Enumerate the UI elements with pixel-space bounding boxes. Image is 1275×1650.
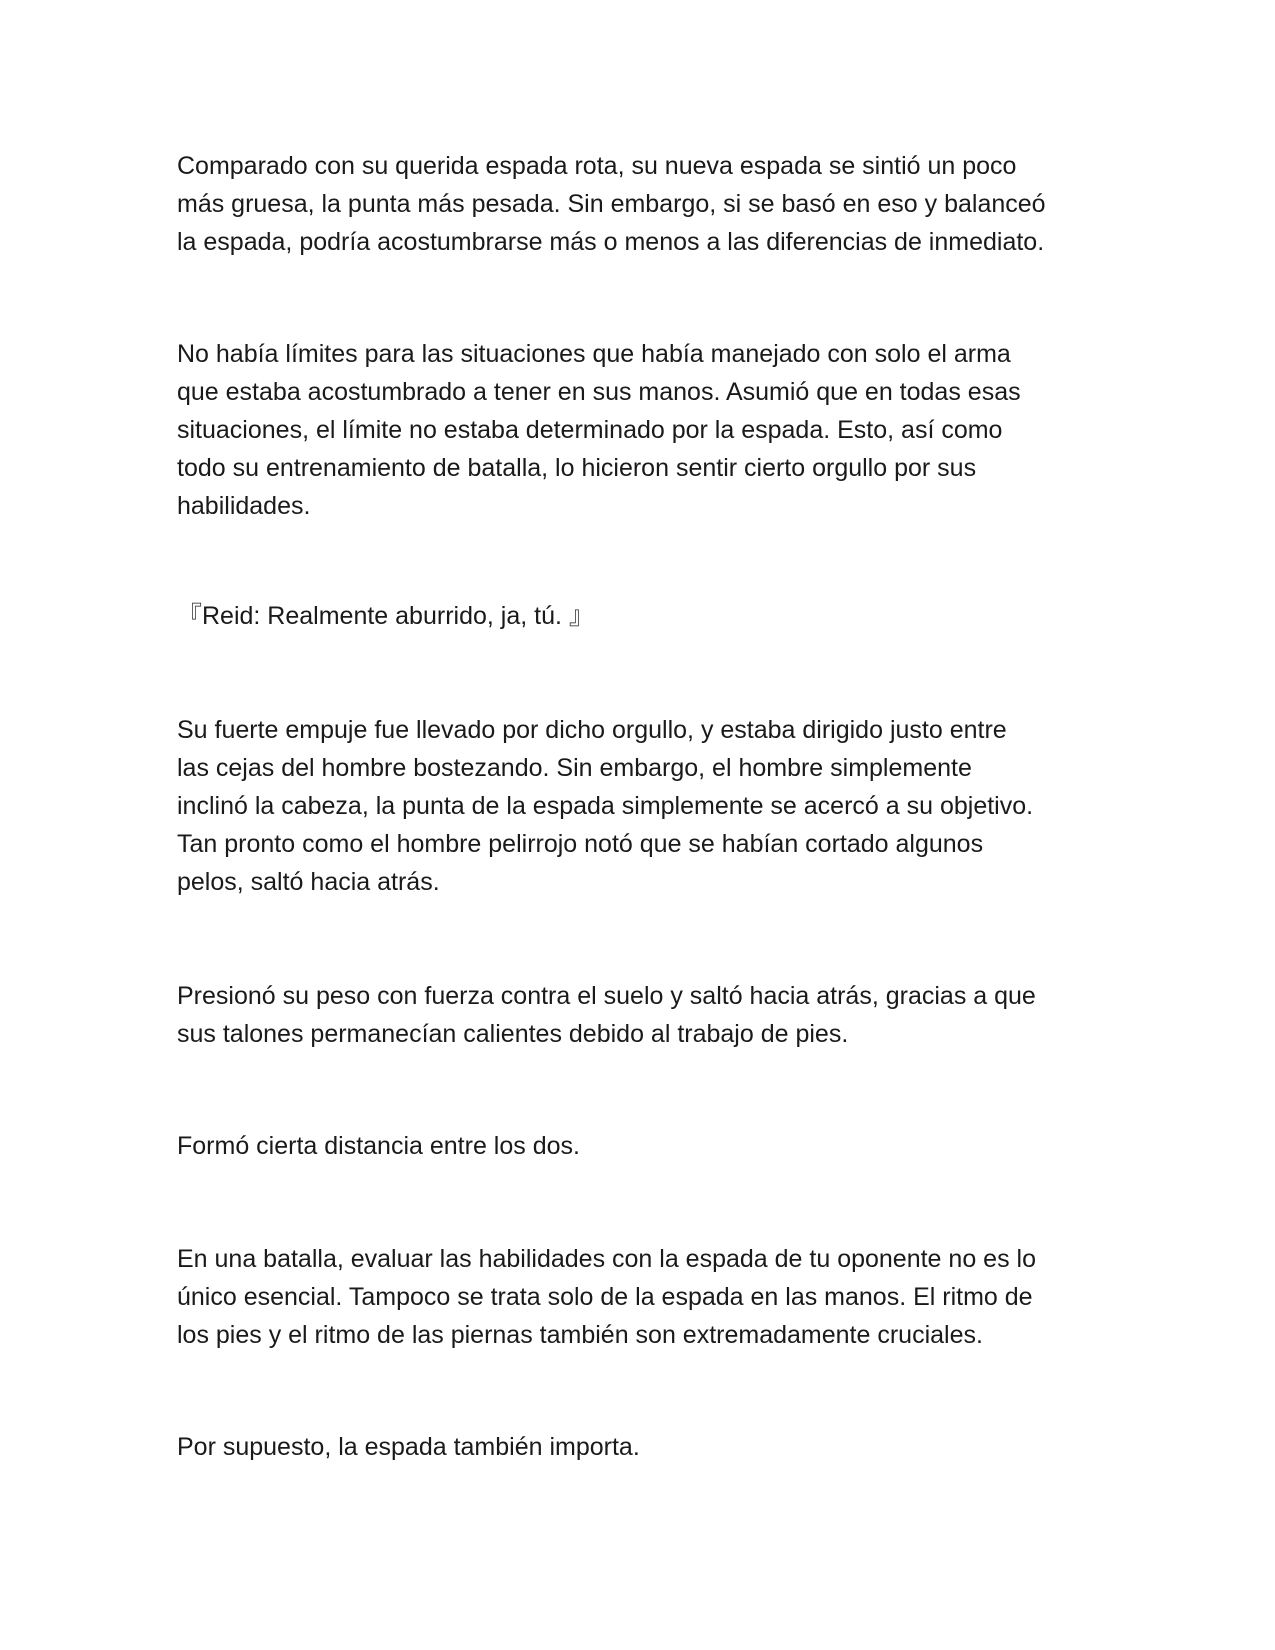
paragraph xyxy=(177,335,1117,525)
text-line: Por supuesto, la espada también importa. xyxy=(177,1433,640,1461)
text-line: No había límites para las situaciones que había manejado con solo el arma xyxy=(177,340,1011,368)
dialogue-line: 『Reid: Realmente aburrido, ja, tú. 』 xyxy=(177,602,594,630)
text-line: Presionó su peso con fuerza contra el suelo y saltó hacia atrás, gracias a que xyxy=(177,982,1036,1010)
text-line: todo su entrenamiento de batalla, lo hicieron sentir cierto orgullo por sus xyxy=(177,454,977,482)
text-line: Comparado con su querida espada rota, su nueva espada se sintió un poco xyxy=(177,152,1017,180)
paragraph xyxy=(177,711,1117,901)
text-line: las cejas del hombre bostezando. Sin embargo, el hombre simplemente xyxy=(177,754,972,782)
paragraph xyxy=(177,977,1117,1053)
text-line: los pies y el ritmo de las piernas también son extremadamente cruciales. xyxy=(177,1321,983,1349)
text-line: Formó cierta distancia entre los dos. xyxy=(177,1132,580,1160)
text-line: En una batalla, evaluar las habilidades con la espada de tu oponente no es lo xyxy=(177,1245,1036,1273)
text-line: sus talones permanecían calientes debido al trabajo de pies. xyxy=(177,1020,849,1048)
text-line: más gruesa, la punta más pesada. Sin embargo, si se basó en eso y balanceó xyxy=(177,190,1046,218)
text-line: Tan pronto como el hombre pelirrojo notó que se habían cortado algunos xyxy=(177,830,984,858)
text-line: Su fuerte empuje fue llevado por dicho orgullo, y estaba dirigido justo entre xyxy=(177,716,1007,744)
paragraph xyxy=(177,147,1117,261)
text-line: que estaba acostumbrado a tener en sus manos. Asumió que en todas esas xyxy=(177,378,1021,406)
dialogue-paragraph xyxy=(177,597,1117,635)
paragraph xyxy=(177,1240,1117,1354)
text-line: habilidades. xyxy=(177,492,311,520)
text-line: situaciones, el límite no estaba determinado por la espada. Esto, así como xyxy=(177,416,1003,444)
paragraph xyxy=(177,1127,1117,1165)
text-line: inclinó la cabeza, la punta de la espada simplemente se acercó a su objetivo. xyxy=(177,792,1034,820)
text-line: pelos, saltó hacia atrás. xyxy=(177,868,440,896)
text-line: único esencial. Tampoco se trata solo de la espada en las manos. El ritmo de xyxy=(177,1283,1033,1311)
paragraph xyxy=(177,1428,1117,1466)
text-line: la espada, podría acostumbrarse más o menos a las diferencias de inmediato. xyxy=(177,228,1045,256)
